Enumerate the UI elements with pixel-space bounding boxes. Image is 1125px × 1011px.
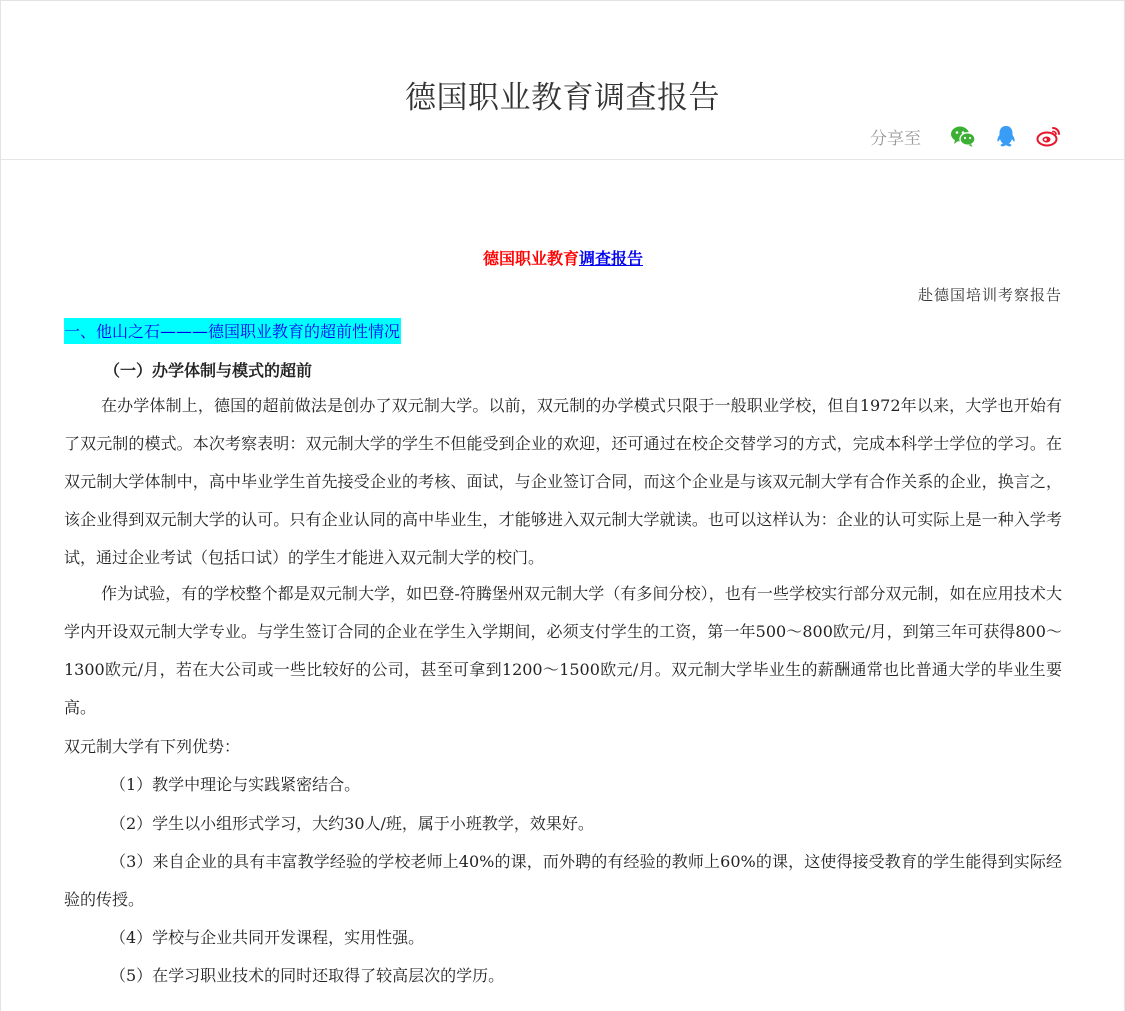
body-paragraph: 在办学体制上，德国的超前做法是创办了双元制大学。以前，双元制的办学模式只限于一般职业学校，但自1972年以来，大学也开始有了双元制的模式。本次考察表明：双元制大学的学生不但能受到企业的欢迎，还可通过在校企交替学习的方式，完成本科学士学位的学习。在双元制大学体制中，高中毕业学生首先接受企业的考核、面试，与企业签订合同，而这个企业是与该双元制大学有合作关系的企业，换言之，该企业得到双元制大学的认可。只有企业认同的高中毕业生，才能够进入双元制大学就读。也可以这样认为：企业的认可实际上是一种入学考试，通过企业考试（包括口试）的学生才能进入双元制大学的校门。 — [64, 396, 1062, 567]
qq-icon[interactable] — [993, 124, 1019, 148]
advantage-item: （1）教学中理论与实践紧密结合。 — [110, 775, 361, 794]
wechat-icon[interactable] — [950, 124, 976, 148]
article-header — [1, 1, 1124, 160]
advantage-item: （4）学校与企业共同开发课程，实用性强。 — [110, 928, 425, 947]
advantage-item: （2）学生以小组形式学习，大约30人/班，属于小班教学，效果好。 — [110, 814, 594, 833]
body-paragraph: 作为试验，有的学校整个都是双元制大学，如巴登-符腾堡州双元制大学（有多间分校），也有一些学校实行部分双元制，如在应用技术大学内开设双元制大学专业。与学生签订合同的企业在学生入学期间，必须支付学生的工资，第一年500～800欧元/月，到第三年可获得800～1300欧元/月，若在大公司或一些比较好的公司，甚至可拿到1200～1500欧元/月。双元制大学毕业生的薪酬通常也比普通大学的毕业生要高。 — [64, 584, 1062, 717]
byline: 赴德国培训考察报告 — [917, 286, 1062, 304]
page-title: 德国职业教育调查报告 — [405, 79, 720, 116]
document-title-red: 德国职业教育 — [482, 249, 579, 268]
advantage-item: （3）来自企业的具有丰富教学经验的学校老师上40%的课，而外聘的有经验的教师上60%的课，这使得接受教育的学生能得到实际经验的传授。 — [64, 852, 1062, 909]
share-bar — [870, 121, 1062, 151]
weibo-icon[interactable] — [1036, 124, 1062, 148]
document-title — [64, 246, 1062, 269]
share-label: 分享至 — [870, 128, 921, 149]
advantage-item: （5）在学习职业技术的同时还取得了较高层次的学历。 — [110, 966, 505, 985]
section-heading: 一、他山之石———德国职业教育的超前性情况 — [64, 318, 401, 344]
document-title-link[interactable]: 调查报告 — [579, 249, 644, 268]
sub-heading: （一）办学体制与模式的超前 — [104, 361, 313, 380]
advantages-intro: 双元制大学有下列优势： — [64, 737, 241, 756]
